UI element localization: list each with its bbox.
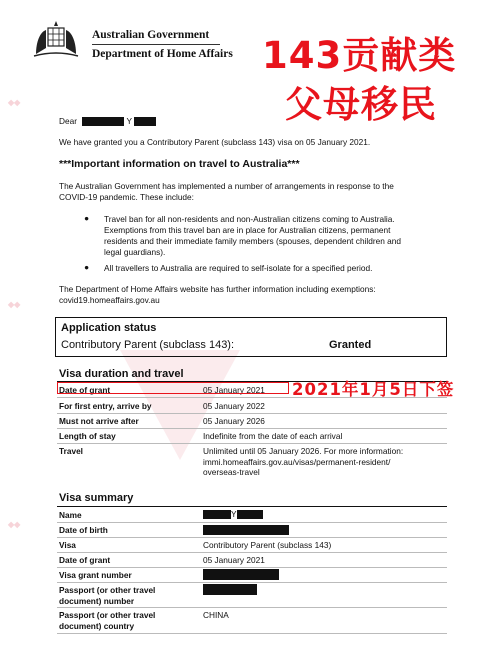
label-line: document) number	[59, 595, 135, 606]
redacted-name	[82, 117, 124, 126]
application-visa-type: Contributory Parent (subclass 143):	[61, 339, 235, 351]
application-status-value: Granted	[329, 339, 372, 351]
duration-row-label: Length of stay	[59, 431, 116, 441]
summary-label: Date of birth	[59, 525, 108, 535]
bullet-line: Travel ban for all non-residents and non-Australian citizens coming to Australia.	[104, 214, 395, 224]
duration-row-value: 05 January 2022	[203, 401, 265, 411]
important-heading: ***Important information on travel to Australia***	[59, 158, 300, 170]
summary-country-value: CHINA	[203, 610, 229, 620]
overlay-grant-note: 2021年1月5日下签	[292, 380, 455, 399]
summary-grant-value: 05 January 2021	[203, 555, 265, 565]
label-line: document) country	[59, 620, 135, 631]
bullet-line: Exemptions from this travel ban are in place for Australian citizens, permanent	[104, 225, 391, 235]
summary-label: Visa	[59, 540, 76, 550]
dear-initial: Y	[126, 116, 132, 126]
redacted-name	[134, 117, 156, 126]
row-divider	[57, 633, 447, 634]
application-status-box	[55, 317, 447, 357]
travel-line: Unlimited until 05 January 2026. For more information:	[203, 446, 404, 456]
redacted-dob	[203, 525, 289, 535]
section-divider	[57, 506, 447, 507]
redacted-number	[203, 569, 279, 580]
bullet-icon: ●	[84, 262, 90, 272]
row-divider	[57, 397, 447, 398]
summary-name-value	[203, 509, 263, 520]
duration-row-label: Must not arrive after	[59, 416, 139, 426]
bullet-travel-ban	[104, 214, 454, 258]
bullet-line: legal guardians).	[104, 247, 166, 257]
summary-label	[59, 610, 155, 631]
row-divider	[57, 552, 447, 553]
travel-link[interactable]: immi.homeaffairs.gov.au/visas/permanent-resident/	[203, 456, 391, 467]
covid-paragraph-line2: COVID-19 pandemic. These include:	[59, 192, 194, 202]
summary-dob-value	[203, 524, 289, 535]
duration-row-value: 05 January 2021	[203, 385, 265, 395]
website-info-line: The Department of Home Affairs website has further information including exemptions:	[59, 284, 376, 294]
summary-label	[59, 585, 155, 606]
greeting	[59, 116, 156, 127]
summary-visa-value: Contributory Parent (subclass 143)	[203, 540, 332, 550]
row-divider	[57, 443, 447, 444]
summary-passport-value	[203, 584, 257, 595]
government-name: Australian Government	[92, 29, 210, 41]
row-divider	[57, 522, 447, 523]
covid-paragraph-line1: The Australian Government has implemented a number of arrangements in response to the	[59, 181, 394, 191]
duration-row-value: Indefinite from the date of each arrival	[203, 431, 343, 441]
summary-heading: Visa summary	[59, 492, 134, 504]
overlay-title-line1: 143贡献类	[262, 34, 457, 77]
coat-of-arms-icon	[30, 20, 82, 60]
summary-label: Date of grant	[59, 555, 111, 565]
dear-label: Dear	[59, 116, 77, 126]
row-divider	[57, 567, 447, 568]
grant-intro: We have granted you a Contributory Parent (subclass 143) visa on 05 January 2021.	[59, 137, 371, 147]
watermark-logo: ◆◆	[8, 300, 21, 309]
duration-row-value: 05 January 2026	[203, 416, 265, 426]
header-divider	[92, 44, 220, 45]
watermark-logo: ◆◆	[8, 98, 21, 107]
redacted-name	[237, 510, 263, 519]
travel-value	[203, 446, 403, 478]
name-initial: Y	[231, 509, 237, 519]
row-divider	[57, 607, 447, 608]
duration-row-label: Travel	[59, 446, 83, 456]
duration-heading: Visa duration and travel	[59, 368, 184, 380]
bullet-icon: ●	[84, 213, 90, 223]
duration-row-label: Date of grant	[59, 385, 111, 395]
overlay-title-line2: 父母移民	[285, 83, 437, 126]
application-status-heading: Application status	[61, 322, 157, 334]
summary-number-value	[203, 569, 279, 580]
travel-link[interactable]: overseas-travel	[203, 467, 260, 477]
bullet-line: residents and their immediate family members (spouses, dependent children and	[104, 236, 401, 246]
government-header	[92, 28, 233, 61]
redacted-passport	[203, 584, 257, 595]
row-divider	[57, 537, 447, 538]
grant-date-highlight	[57, 382, 289, 394]
redacted-name	[203, 510, 231, 519]
row-divider	[57, 582, 447, 583]
department-name: Department of Home Affairs	[92, 48, 233, 60]
bullet-self-isolate: All travellers to Australia are required to self-isolate for a specified period.	[104, 263, 373, 273]
watermark-logo: ◆◆	[8, 520, 21, 529]
duration-row-label: For first entry, arrive by	[59, 401, 152, 411]
summary-label: Name	[59, 510, 82, 520]
row-divider	[57, 428, 447, 429]
label-line: Passport (or other travel	[59, 610, 156, 620]
row-divider	[57, 413, 447, 414]
summary-label: Visa grant number	[59, 570, 132, 580]
label-line: Passport (or other travel	[59, 585, 156, 595]
covid-website-link[interactable]: covid19.homeaffairs.gov.au	[59, 295, 160, 305]
